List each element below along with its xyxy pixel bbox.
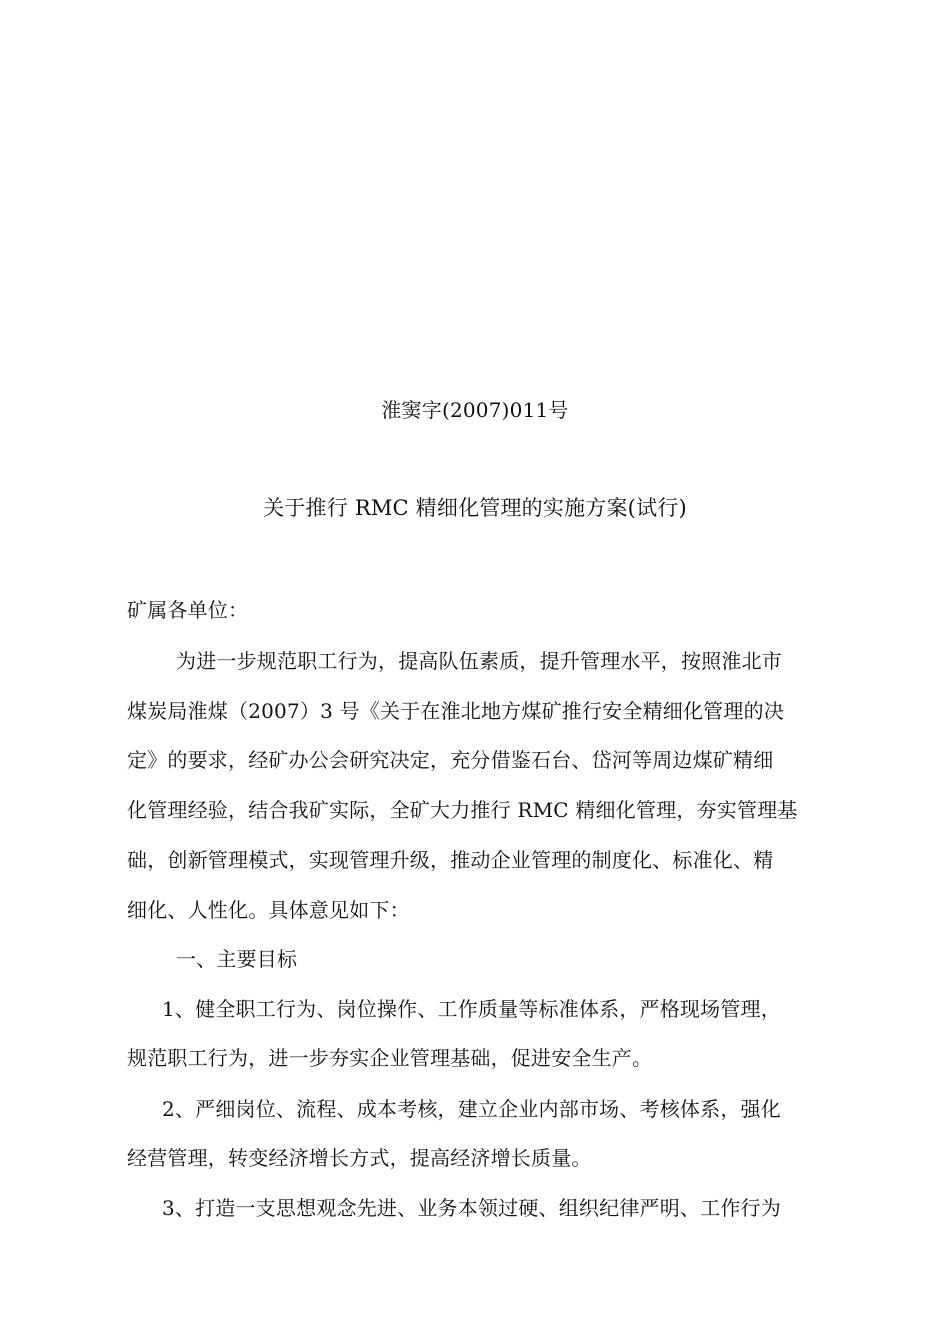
body-line: 为进一步规范职工行为，提高队伍素质，提升管理水平，按照淮北市: [176, 649, 782, 673]
salutation: 矿属各单位：: [127, 598, 249, 622]
body-line: 定》的要求，经矿办公会研究决定，充分借鉴石台、岱河等周边煤矿精细: [127, 748, 774, 772]
body-line: 础，创新管理模式，实现管理升级，推动企业管理的制度化、标准化、精: [127, 848, 774, 872]
body-line: 3、打造一支思想观念先进、业务本领过硬、组织纪律严明、工作行为: [162, 1196, 781, 1220]
body-line: 化管理经验，结合我矿实际，全矿大力推行 RMC 精细化管理，夯实管理基: [127, 798, 798, 822]
body-line: 细化、人性化。具体意见如下：: [127, 898, 410, 922]
section-heading: 一、主要目标: [176, 947, 298, 971]
document-number: 淮窦字(2007)011号: [381, 398, 569, 422]
document-title: 关于推行 RMC 精细化管理的实施方案(试行): [263, 496, 687, 520]
body-line: 1、健全职工行为、岗位操作、工作质量等标准体系，严格现场管理，: [162, 997, 781, 1021]
body-line: 煤炭局淮煤（2007）3 号《关于在淮北地方煤矿推行安全精细化管理的决: [127, 699, 784, 723]
body-line: 2、严细岗位、流程、成本考核，建立企业内部市场、考核体系，强化: [162, 1097, 781, 1121]
body-line: 经营管理，转变经济增长方式，提高经济增长质量。: [127, 1146, 592, 1170]
body-line: 规范职工行为，进一步夯实企业管理基础，促进安全生产。: [127, 1046, 653, 1070]
